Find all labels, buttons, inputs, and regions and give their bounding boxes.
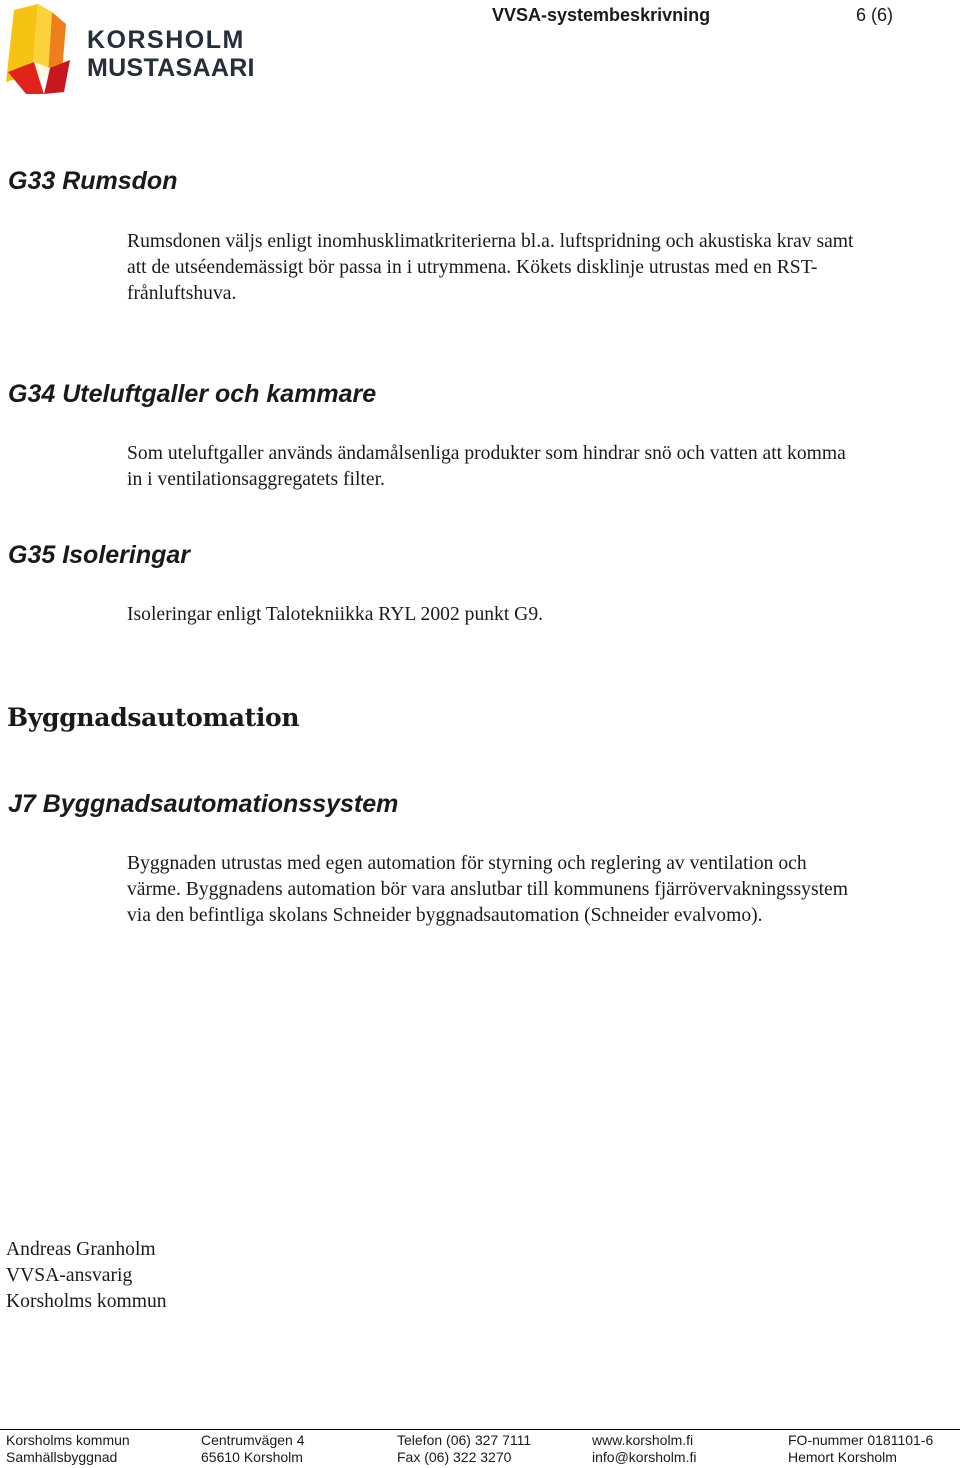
signature-role: VVSA-ansvarig bbox=[6, 1265, 133, 1286]
footer-column-phone bbox=[397, 1432, 531, 1466]
page-number: 6 (6) bbox=[856, 5, 894, 25]
paragraph-j7 bbox=[127, 851, 957, 929]
signature-name: Andreas Granholm bbox=[6, 1239, 156, 1260]
footer-column-web bbox=[592, 1432, 696, 1466]
footer-link-website[interactable]: www.korsholm.fi bbox=[592, 1432, 694, 1448]
logo-line-2: MUSTASAARI bbox=[87, 54, 255, 82]
paragraph-line: frånluftshuva. bbox=[127, 283, 237, 304]
footer-text: Fax (06) 322 3270 bbox=[397, 1449, 512, 1465]
footer-text: Hemort Korsholm bbox=[788, 1449, 897, 1465]
footer-text: FO-nummer 0181101-6 bbox=[788, 1432, 934, 1448]
logo-wordmark bbox=[87, 26, 255, 82]
document-title: VVSA-systembeskrivning bbox=[492, 5, 711, 25]
paragraph-line: värme. Byggnadens automation bör vara anslutbar till kommunens fjärrövervakningssystem bbox=[127, 879, 848, 900]
signature-block bbox=[6, 1237, 167, 1315]
footer-text: Telefon (06) 327 7111 bbox=[397, 1432, 532, 1448]
korsholm-logo-icon bbox=[4, 2, 74, 94]
paragraph-line: Byggnaden utrustas med egen automation för styrning och reglering av ventilation och bbox=[127, 853, 807, 874]
paragraph-line: in i ventilationsaggregatets filter. bbox=[127, 469, 385, 490]
paragraph-g35 bbox=[127, 602, 957, 628]
logo-line-1: KORSHOLM bbox=[87, 26, 245, 54]
signature-org: Korsholms kommun bbox=[6, 1291, 167, 1312]
footer-text: Korsholms kommun bbox=[6, 1432, 130, 1448]
paragraph-line: Rumsdonen väljs enligt inomhusklimatkriterierna bl.a. luftspridning och akustiska krav samt bbox=[127, 231, 854, 252]
paragraph-g33 bbox=[127, 229, 957, 307]
footer-divider bbox=[0, 1429, 960, 1430]
footer-text: Samhällsbyggnad bbox=[6, 1449, 118, 1465]
footer-link-email[interactable]: info@korsholm.fi bbox=[592, 1449, 697, 1465]
footer-column-address bbox=[201, 1432, 305, 1466]
paragraph-line: Isoleringar enligt Talotekniikka RYL 2002 punkt G9. bbox=[127, 604, 544, 625]
paragraph-g34 bbox=[127, 441, 957, 493]
footer-text: Centrumvägen 4 bbox=[201, 1432, 305, 1448]
heading-g34: G34 Uteluftgaller och kammare bbox=[8, 380, 377, 408]
heading-byggnadsautomation: Byggnadsautomation bbox=[7, 703, 300, 732]
paragraph-line: Som uteluftgaller används ändamålsenliga produkter som hindrar snö och vatten att komma bbox=[127, 443, 846, 464]
heading-j7: J7 Byggnadsautomationssystem bbox=[8, 790, 399, 818]
paragraph-line: att de utséendemässigt bör passa in i utrymmena. Kökets disklinje utrustas med en RST- bbox=[127, 257, 818, 278]
heading-g35: G35 Isoleringar bbox=[8, 541, 191, 569]
footer-column-organization bbox=[6, 1432, 130, 1466]
footer-column-registration bbox=[788, 1432, 933, 1466]
paragraph-line: via den befintliga skolans Schneider byggnadsautomation (Schneider evalvomo). bbox=[127, 905, 763, 926]
footer-text: 65610 Korsholm bbox=[201, 1449, 303, 1465]
heading-g33: G33 Rumsdon bbox=[8, 167, 178, 195]
